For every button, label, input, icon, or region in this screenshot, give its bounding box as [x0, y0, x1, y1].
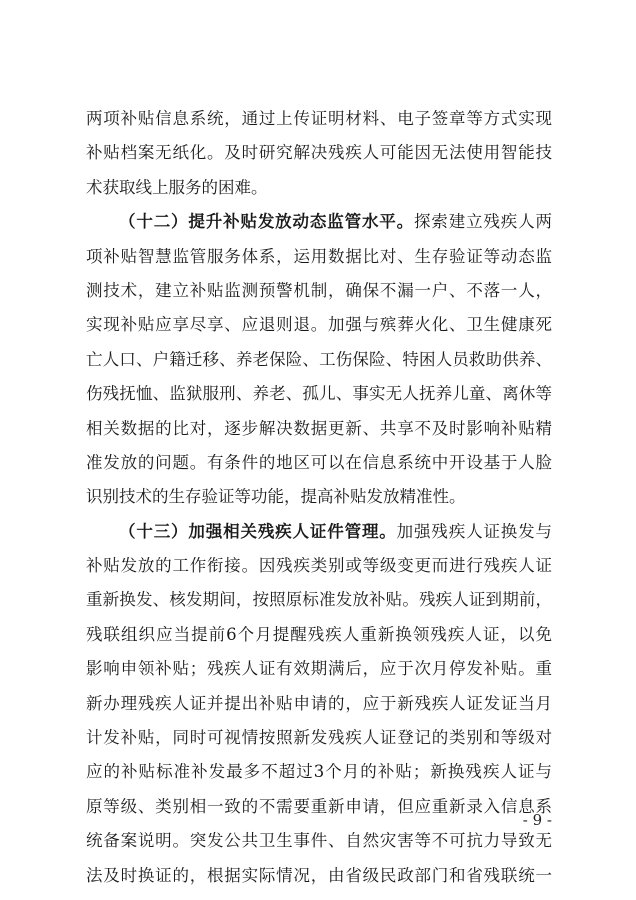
- page-number: - 9 -: [522, 811, 552, 829]
- text-line: 影响申领补贴；残疾人证有效期满后，应于次月停发补贴。重: [86, 659, 552, 679]
- line-text: 探索建立残疾人两: [414, 212, 553, 232]
- paragraph: [86, 515, 552, 893]
- text-line: 补贴档案无纸化。及时研究解决残疾人可能因无法使用智能技: [86, 143, 552, 163]
- section-heading: （十二）提升补贴发放动态监管水平。: [119, 212, 415, 232]
- text-line: [86, 205, 552, 239]
- text-line: 伤残抚恤、监狱服刑、养老、孤儿、事实无人抚养儿童、离休等: [86, 384, 552, 404]
- text-line: 准发放的问题。有条件的地区可以在信息系统中开设基于人脸: [86, 452, 552, 472]
- text-line: 相关数据的比对，逐步解决数据更新、共享不及时影响补贴精: [86, 418, 552, 438]
- text-line: 重新换发、核发期间，按照原标准发放补贴。残疾人证到期前，: [86, 590, 552, 610]
- text-line: 补贴发放的工作衔接。因残疾类别或等级变更而进行残疾人证: [86, 556, 552, 576]
- line-text: 加强残疾人证换发与: [396, 521, 553, 541]
- text-line: 法及时换证的，根据实际情况，由省级民政部门和省残联统一: [86, 865, 552, 885]
- text-line: 应的补贴标准补发最多不超过3个月的补贴；新换残疾人证与: [86, 762, 552, 782]
- paragraph: [86, 102, 552, 205]
- text-line: 术获取线上服务的困难。: [86, 177, 268, 197]
- text-line: 原等级、类别相一致的不需要重新申请，但应重新录入信息系: [86, 796, 552, 816]
- text-line: 亡人口、户籍迁移、养老保险、工伤保险、特困人员救助供养、: [86, 349, 552, 369]
- text-line: 项补贴智慧监管服务体系，运用数据比对、生存验证等动态监: [86, 246, 552, 266]
- document-body: [86, 102, 552, 893]
- paragraph: [86, 205, 552, 515]
- text-line: 计发补贴，同时可视情按照新发残疾人证登记的类别和等级对: [86, 728, 552, 748]
- text-line: 测技术，建立补贴监测预警机制，确保不漏一户、不落一人，: [86, 280, 552, 300]
- text-line: 统备案说明。突发公共卫生事件、自然灾害等不可抗力导致无: [86, 831, 552, 851]
- text-line: 两项补贴信息系统，通过上传证明材料、电子签章等方式实现: [86, 109, 552, 128]
- text-line: 识别技术的生存验证等功能，提高补贴发放精准性。: [86, 487, 466, 507]
- text-line: [86, 515, 552, 549]
- text-line: 实现补贴应享尽享、应退则退。加强与殡葬火化、卫生健康死: [86, 315, 552, 335]
- text-line: 残联组织应当提前6个月提醒残疾人重新换领残疾人证，以免: [86, 624, 552, 644]
- section-heading: （十三）加强相关残疾人证件管理。: [119, 521, 397, 541]
- text-line: 新办理残疾人证并提出补贴申请的，应于新残疾人证发证当月: [86, 693, 552, 713]
